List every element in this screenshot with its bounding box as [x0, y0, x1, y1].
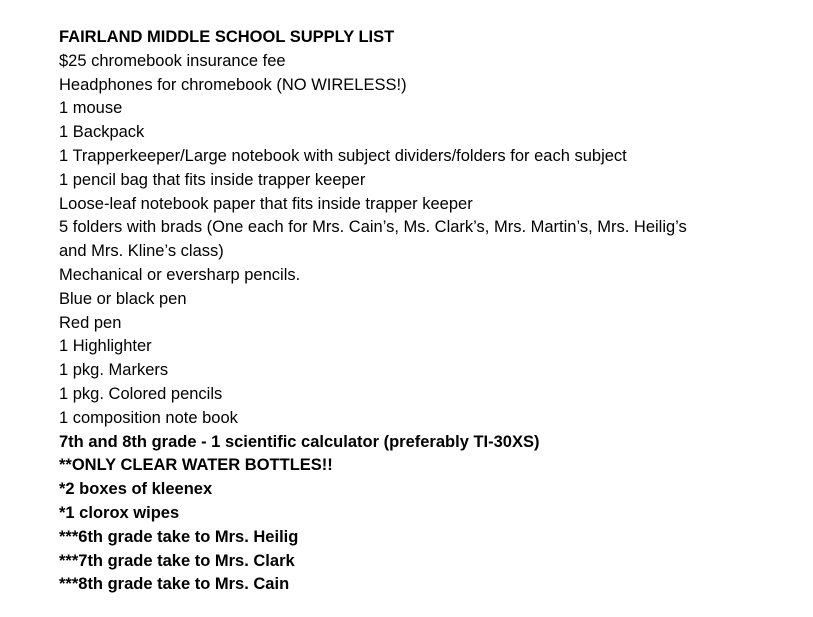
- list-item: Loose-leaf notebook paper that fits inside trapper keeper: [59, 194, 473, 213]
- note-item: ***8th grade take to Mrs. Cain: [59, 575, 290, 594]
- list-item: Blue or black pen: [59, 289, 187, 308]
- list-item: 1 pkg. Colored pencils: [59, 384, 223, 403]
- document-title: FAIRLAND MIDDLE SCHOOL SUPPLY LIST: [59, 28, 395, 46]
- list-item: 5 folders with brads (One each for Mrs. Cain’s, Ms. Clark’s, Mrs. Martin’s, Mrs. Heilig’s: [59, 218, 687, 237]
- supply-list-document: [59, 26, 799, 597]
- list-item: 1 composition note book: [59, 408, 238, 427]
- list-item: $25 chromebook insurance fee: [59, 51, 286, 70]
- note-item: *1 clorox wipes: [59, 503, 180, 522]
- list-item: 1 mouse: [59, 99, 123, 118]
- list-item: 1 Backpack: [59, 123, 145, 142]
- note-item: *2 boxes of kleenex: [59, 480, 213, 499]
- note-item: **ONLY CLEAR WATER BOTTLES!!: [59, 456, 333, 475]
- list-item: 1 pencil bag that fits inside trapper keeper: [59, 170, 366, 189]
- list-item: Headphones for chromebook (NO WIRELESS!): [59, 75, 407, 94]
- list-item: Mechanical or eversharp pencils.: [59, 265, 301, 284]
- list-item: 1 pkg. Markers: [59, 361, 169, 380]
- list-item: Red pen: [59, 313, 122, 332]
- note-item: 7th and 8th grade - 1 scientific calculator (preferably TI-30XS): [59, 432, 540, 451]
- list-item-continuation: and Mrs. Kline’s class): [59, 242, 224, 261]
- list-item: 1 Highlighter: [59, 337, 152, 356]
- list-item: 1 Trapperkeeper/Large notebook with subject dividers/folders for each subject: [59, 146, 627, 165]
- note-item: ***6th grade take to Mrs. Heilig: [59, 527, 299, 546]
- note-item: ***7th grade take to Mrs. Clark: [59, 551, 295, 570]
